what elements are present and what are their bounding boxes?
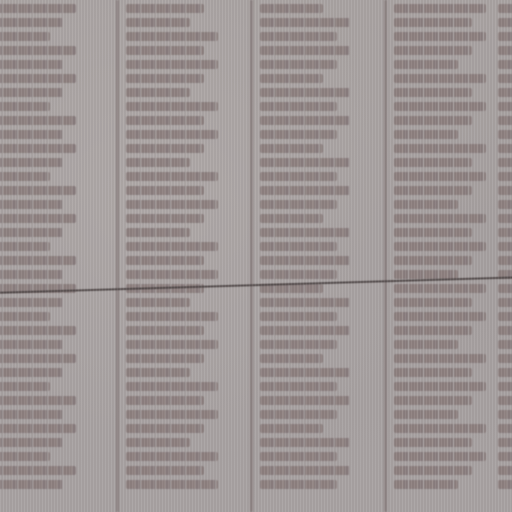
blurred-text-row — [126, 452, 218, 461]
blurred-text-row — [394, 256, 472, 265]
blurred-text-row — [260, 228, 350, 237]
blurred-text-row — [498, 466, 512, 475]
blurred-text-row — [126, 298, 190, 307]
blurred-text-row — [260, 60, 337, 69]
blurred-text-row — [0, 186, 76, 195]
blurred-text-row — [394, 368, 472, 377]
blurred-text-row — [0, 4, 76, 13]
blurred-text-row — [498, 172, 512, 181]
column-divider — [250, 0, 253, 512]
blurred-text-row — [126, 186, 204, 195]
blurred-text-row — [394, 284, 486, 293]
text-column-2 — [126, 0, 218, 512]
blurred-text-row — [0, 270, 63, 279]
blurred-text-row — [0, 200, 63, 209]
blurred-text-row — [394, 340, 458, 349]
blurred-text-row — [394, 228, 472, 237]
blurred-text-row — [260, 270, 337, 279]
blurred-text-row — [394, 312, 486, 321]
text-column-1 — [0, 0, 76, 512]
blurred-text-row — [0, 214, 76, 223]
blurred-text-row — [498, 298, 512, 307]
blurred-text-row — [394, 116, 472, 125]
blurred-text-row — [126, 242, 218, 251]
blurred-text-row — [394, 130, 458, 139]
blurred-text-row — [260, 172, 337, 181]
text-column-3 — [260, 0, 350, 512]
blurred-text-row — [260, 200, 337, 209]
blurred-text-row — [394, 88, 472, 97]
blurred-text-row — [394, 102, 486, 111]
blurred-text-row — [498, 18, 512, 27]
blurred-text-row — [498, 144, 512, 153]
blurred-text-row — [126, 368, 190, 377]
blurred-text-row — [394, 186, 472, 195]
blurred-text-row — [498, 130, 512, 139]
blurred-text-row — [394, 354, 486, 363]
blurred-text-row — [394, 480, 458, 489]
blurred-text-row — [498, 74, 512, 83]
blurred-text-row — [498, 480, 512, 489]
blurred-text-row — [260, 18, 350, 27]
blurred-text-row — [0, 466, 76, 475]
blurred-text-row — [0, 74, 76, 83]
blurred-text-row — [0, 452, 50, 461]
blurred-text-row — [0, 172, 50, 181]
blurred-text-row — [394, 214, 486, 223]
blurred-text-row — [126, 480, 218, 489]
blurred-text-row — [498, 102, 512, 111]
blurred-text-row — [394, 158, 472, 167]
blurred-text-row — [0, 354, 76, 363]
blurred-text-row — [260, 452, 337, 461]
blurred-text-row — [126, 46, 204, 55]
blurred-text-row — [394, 242, 486, 251]
blurred-text-row — [126, 270, 218, 279]
blurred-text-row — [126, 102, 218, 111]
blurred-text-row — [498, 452, 512, 461]
column-divider — [384, 0, 387, 512]
blurred-text-row — [498, 158, 512, 167]
blurred-text-row — [498, 214, 512, 223]
blurred-text-row — [260, 4, 323, 13]
blurred-text-row — [260, 46, 350, 55]
blurred-text-row — [126, 158, 190, 167]
blurred-text-row — [260, 410, 337, 419]
blurred-text-row — [126, 116, 204, 125]
blurred-text-row — [498, 396, 512, 405]
blurred-text-row — [260, 438, 350, 447]
blurred-text-row — [498, 60, 512, 69]
blurred-text-row — [498, 256, 512, 265]
blurred-text-row — [260, 382, 337, 391]
blurred-text-row — [498, 410, 512, 419]
blurred-text-row — [394, 18, 472, 27]
blurred-text-row — [498, 438, 512, 447]
blurred-text-row — [260, 214, 323, 223]
blurred-text-row — [126, 410, 218, 419]
blurred-text-row — [260, 424, 323, 433]
blurred-text-row — [394, 200, 458, 209]
blurred-text-row — [126, 438, 190, 447]
blurred-text-row — [498, 116, 512, 125]
blurred-text-row — [0, 32, 50, 41]
blurred-text-row — [0, 46, 76, 55]
blurred-text-row — [394, 438, 472, 447]
blurred-text-row — [0, 116, 76, 125]
blurred-text-row — [126, 466, 204, 475]
blurred-text-row — [126, 18, 190, 27]
blurred-text-row — [126, 144, 204, 153]
blurred-text-row — [260, 256, 350, 265]
text-column-4 — [394, 0, 486, 512]
blurred-text-row — [394, 452, 486, 461]
column-divider — [116, 0, 119, 512]
blurred-text-row — [126, 32, 218, 41]
blurred-text-row — [126, 340, 218, 349]
blurred-text-row — [126, 256, 204, 265]
blurred-text-row — [394, 74, 486, 83]
blurred-text-row — [0, 480, 63, 489]
blurred-text-row — [498, 424, 512, 433]
blurred-text-row — [394, 60, 458, 69]
blurred-text-row — [0, 438, 63, 447]
blurred-text-row — [498, 368, 512, 377]
blurred-text-row — [260, 466, 350, 475]
blurred-text-row — [498, 200, 512, 209]
blurred-text-row — [0, 144, 76, 153]
blurred-text-row — [126, 228, 190, 237]
blurred-text-row — [126, 382, 218, 391]
blurred-text-row — [260, 354, 323, 363]
blurred-text-row — [260, 130, 337, 139]
blurred-text-row — [260, 88, 350, 97]
blurred-text-row — [394, 382, 486, 391]
blurred-text-row — [126, 396, 204, 405]
blurred-text-row — [498, 242, 512, 251]
blurred-text-row — [0, 60, 63, 69]
blurred-text-row — [260, 312, 337, 321]
blurred-text-row — [0, 340, 63, 349]
blurred-text-row — [498, 88, 512, 97]
blurred-text-row — [260, 480, 337, 489]
blurred-text-row — [260, 242, 337, 251]
blurred-text-row — [126, 312, 218, 321]
blurred-text-row — [394, 298, 472, 307]
blurred-text-row — [0, 228, 63, 237]
blurred-text-row — [394, 32, 486, 41]
blurred-text-row — [0, 18, 63, 27]
blurred-text-row — [126, 60, 218, 69]
blurred-text-row — [498, 32, 512, 41]
blurred-text-row — [260, 186, 350, 195]
blurred-text-row — [394, 4, 486, 13]
blurred-text-row — [394, 144, 486, 153]
blurred-text-row — [126, 88, 190, 97]
blurred-text-row — [394, 326, 472, 335]
blurred-text-row — [498, 228, 512, 237]
blurred-text-row — [394, 396, 472, 405]
blurred-text-row — [0, 88, 63, 97]
blurred-text-row — [498, 284, 512, 293]
blurred-text-row — [126, 326, 204, 335]
blurred-text-row — [260, 298, 350, 307]
blurred-text-row — [126, 354, 204, 363]
blurred-text-row — [126, 200, 218, 209]
blurred-text-row — [260, 326, 350, 335]
blurred-text-row — [498, 4, 512, 13]
blurred-text-row — [0, 396, 76, 405]
blurred-text-row — [260, 396, 350, 405]
blurred-text-row — [498, 382, 512, 391]
blurred-text-row — [0, 158, 63, 167]
blurred-text-row — [260, 158, 350, 167]
blurred-text-row — [0, 382, 50, 391]
blurred-text-row — [394, 46, 472, 55]
blurred-text-row — [126, 4, 204, 13]
blurred-text-row — [260, 340, 337, 349]
blurred-text-row — [260, 116, 350, 125]
blurred-text-row — [498, 312, 512, 321]
blurred-text-row — [0, 130, 63, 139]
blurred-text-row — [126, 424, 204, 433]
blurred-text-row — [394, 424, 486, 433]
blurred-text-row — [498, 46, 512, 55]
blurred-text-row — [0, 368, 63, 377]
blurred-text-row — [126, 130, 218, 139]
blurred-text-row — [0, 256, 76, 265]
blurred-text-row — [0, 410, 63, 419]
blurred-text-row — [0, 242, 50, 251]
blurred-text-row — [394, 172, 486, 181]
blurred-text-row — [394, 466, 472, 475]
blurred-text-row — [260, 368, 350, 377]
blurred-text-row — [0, 102, 50, 111]
blurred-text-row — [260, 102, 337, 111]
blurred-text-row — [0, 424, 76, 433]
blurred-text-row — [126, 172, 218, 181]
blurred-text-row — [0, 298, 63, 307]
blurred-text-row — [498, 354, 512, 363]
blurred-text-row — [498, 186, 512, 195]
blurred-text-row — [126, 74, 204, 83]
blurred-text-row — [126, 214, 204, 223]
blurred-text-row — [260, 74, 323, 83]
blurred-text-row — [0, 312, 50, 321]
blurred-text-row — [260, 32, 337, 41]
blurred-text-row — [0, 326, 76, 335]
blurred-text-row — [498, 340, 512, 349]
blurred-text-row — [394, 410, 458, 419]
blurred-text-row — [498, 326, 512, 335]
blurred-text-row — [260, 144, 323, 153]
text-column-5 — [498, 0, 512, 512]
